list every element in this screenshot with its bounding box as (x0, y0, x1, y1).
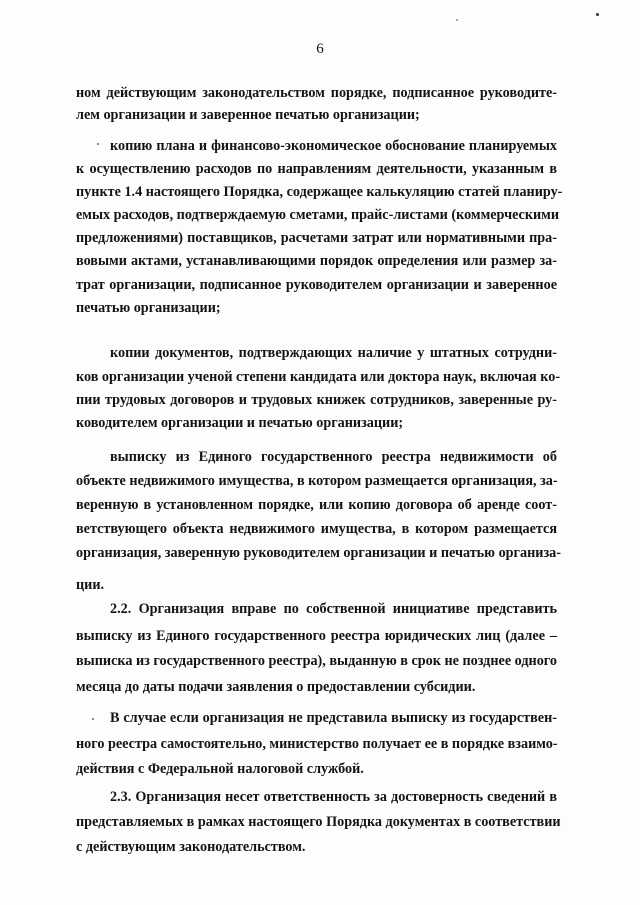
text-line: 2.3. Организация несет ответственность за достоверность сведений в (110, 789, 557, 805)
text-line: объекте недвижимого имущества, в котором размещается организация, за- (76, 473, 558, 489)
text-line: емых расходов, подтверждаемую сметами, прайс-листами (коммерческими (76, 207, 560, 223)
text-line: трат организации, подписанное руководителем организации и заверенное (76, 277, 557, 293)
text-line: вовыми актами, устанавливающими порядок определения или размер за- (76, 253, 557, 269)
text-line: копии документов, подтверждающих наличие у штатных сотрудни- (110, 345, 557, 361)
text-line: выписка из государственного реестра), выданную в срок не позднее одного (76, 653, 557, 669)
text-line: ного реестра самостоятельно, министерство получает ее в порядке взаимо- (76, 736, 558, 752)
text-line: ции. (76, 577, 105, 593)
text-line: организация, заверенную руководителем организации и печатью организа- (76, 545, 561, 561)
text-line: выписку из Единого государственного реестра юридических лиц (далее – (76, 628, 557, 644)
text-line: ков организации ученой степени кандидата или доктора наук, включая ко- (76, 369, 561, 385)
text-line: действия с Федеральной налоговой службой. (76, 761, 364, 777)
text-line: с действующим законодательством. (76, 839, 306, 855)
text-line: веренную в установленном порядке, или копию договора об аренде соот- (76, 497, 557, 513)
scan-speck (596, 13, 599, 16)
text-line: В случае если организация не представила выписку из государствен- (110, 710, 557, 726)
scan-speck (456, 19, 458, 21)
text-line: ветствующего объекта недвижимого имущества, в котором размещается (76, 521, 557, 537)
text-line: ководителем организации и печатью организации; (76, 415, 404, 431)
text-line: печатью организации; (76, 300, 221, 316)
text-line: к осуществлению расходов по направлениям деятельности, указанным в (76, 161, 557, 177)
scan-speck (92, 718, 94, 720)
text-line: пункте 1.4 настоящего Порядка, содержащее калькуляцию статей планиру- (76, 184, 563, 200)
text-line: пии трудовых договоров и трудовых книжек сотрудников, заверенные ру- (76, 392, 557, 408)
text-line: 2.2. Организация вправе по собственной инициативе представить (110, 601, 557, 617)
text-line: месяца до даты подачи заявления о предоставлении субсидии. (76, 679, 476, 695)
text-line: представляемых в рамках настоящего Порядка документах в соответствии (76, 814, 561, 830)
text-line: ном действующим законодательством порядке, подписанное руководите- (76, 85, 557, 101)
text-line: выписку из Единого государственного реестра недвижимости об (110, 449, 557, 465)
text-line: лем организации и заверенное печатью организации; (76, 107, 420, 123)
page-number: 6 (316, 41, 324, 57)
text-line: копию плана и финансово-экономическое обоснование планируемых (110, 138, 557, 154)
text-line: предложениями) поставщиков, расчетами затрат или нормативными пра- (76, 230, 557, 246)
scan-speck (97, 143, 99, 145)
